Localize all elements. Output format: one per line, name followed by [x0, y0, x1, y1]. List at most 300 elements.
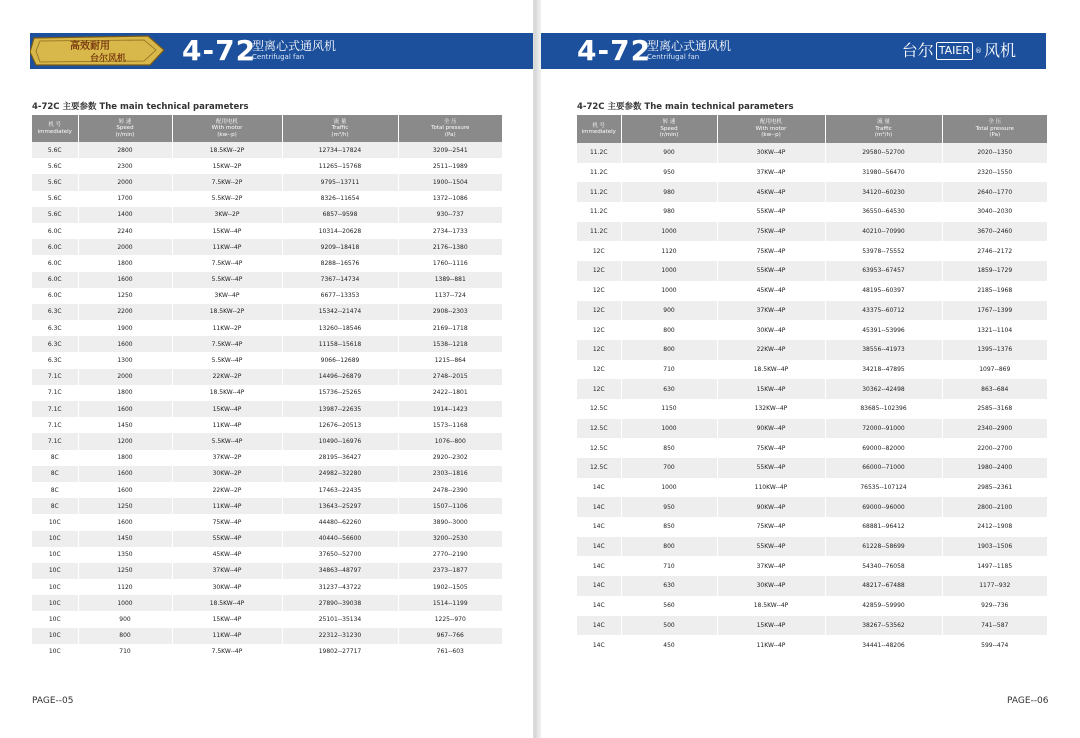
table-row [577, 537, 1047, 557]
table-cell: 1400 [78, 207, 172, 223]
table-cell: 2185--1968 [942, 281, 1047, 301]
table-cell: 11KW--4P [172, 498, 282, 514]
table-cell: 11158--15618 [282, 336, 398, 352]
table-body [32, 142, 502, 660]
section-title: 4-72C 主要参数 The main technical parameters [577, 102, 794, 112]
table-cell: 7.1C [32, 417, 78, 433]
table-cell: 7.5KW--4P [172, 644, 282, 660]
table-cell: 967--766 [398, 628, 502, 644]
table-cell: 37KW--4P [717, 556, 825, 576]
table-cell: 76535--107124 [825, 478, 942, 498]
table-cell: 8326--11654 [282, 191, 398, 207]
table-cell: 11KW--4P [172, 239, 282, 255]
table-cell: 1137--724 [398, 288, 502, 304]
table-cell: 10314--20628 [282, 223, 398, 239]
table-cell: 10C [32, 579, 78, 595]
page-number: PAGE--06 [1007, 696, 1049, 706]
table-cell: 950 [621, 497, 717, 517]
table-row [32, 417, 502, 433]
table-cell: 22312--31230 [282, 628, 398, 644]
table-cell: 17463--22435 [282, 482, 398, 498]
table-cell: 1600 [78, 272, 172, 288]
table-cell: 12C [577, 241, 621, 261]
table-row [577, 616, 1047, 636]
table-cell: 6.3C [32, 320, 78, 336]
table-cell: 800 [621, 320, 717, 340]
table-cell: 14C [577, 497, 621, 517]
table-cell: 3KW--4P [172, 288, 282, 304]
table-cell: 1700 [78, 191, 172, 207]
table-cell: 11.2C [577, 182, 621, 202]
table-cell: 1903--1506 [942, 537, 1047, 557]
table-cell: 2478--2390 [398, 482, 502, 498]
table-cell: 500 [621, 616, 717, 636]
table-cell: 2800--2100 [942, 497, 1047, 517]
table-cell: 48195--60397 [825, 281, 942, 301]
table-cell: 72000--91000 [825, 419, 942, 439]
table-row [32, 563, 502, 579]
table-cell: 14C [577, 576, 621, 596]
table-cell: 1514--1199 [398, 595, 502, 611]
table-cell: 1321--1104 [942, 320, 1047, 340]
table-cell: 13260--18546 [282, 320, 398, 336]
table-cell: 1000 [621, 261, 717, 281]
table-cell: 29580--52700 [825, 143, 942, 163]
table-row [577, 419, 1047, 439]
table-cell: 5.6C [32, 191, 78, 207]
table-row [32, 579, 502, 595]
table-cell: 7.1C [32, 433, 78, 449]
table-cell: 8C [32, 498, 78, 514]
table-cell: 2412--1908 [942, 517, 1047, 537]
table-row [577, 596, 1047, 616]
table-cell: 1177--932 [942, 576, 1047, 596]
table-cell: 25101--35134 [282, 611, 398, 627]
table-cell: 22KW--2P [172, 369, 282, 385]
table-cell: 1395--1376 [942, 340, 1047, 360]
table-cell: 8C [32, 466, 78, 482]
table-cell: 863--684 [942, 379, 1047, 399]
table-cell: 12.5C [577, 399, 621, 419]
table-cell: 11KW--2P [172, 320, 282, 336]
table-cell: 55KW--4P [717, 261, 825, 281]
table-cell: 10C [32, 531, 78, 547]
table-cell: 2770--2190 [398, 547, 502, 563]
table-row [32, 174, 502, 190]
table-cell: 1000 [621, 419, 717, 439]
table-cell: 1859--1729 [942, 261, 1047, 281]
table-cell: 11265--15768 [282, 158, 398, 174]
table-row [32, 223, 502, 239]
table-row [577, 438, 1047, 458]
table-cell: 31980--56470 [825, 163, 942, 183]
table-row [577, 182, 1047, 202]
table-row [32, 207, 502, 223]
table-row [32, 466, 502, 482]
table-cell: 14C [577, 478, 621, 498]
column-header: 全 压 Total pressure (Pa) [942, 115, 1047, 143]
table-row [577, 261, 1047, 281]
table-cell: 75KW--4P [717, 517, 825, 537]
table-row [32, 191, 502, 207]
table-cell: 14C [577, 635, 621, 655]
table-cell: 45KW--4P [717, 182, 825, 202]
table-row [577, 143, 1047, 163]
table-cell: 1900 [78, 320, 172, 336]
table-cell: 68881--96412 [825, 517, 942, 537]
table-cell: 2422--1801 [398, 385, 502, 401]
table-row [32, 385, 502, 401]
table-cell: 1900--1504 [398, 174, 502, 190]
table-cell: 9795--13711 [282, 174, 398, 190]
table-cell: 3200--2530 [398, 531, 502, 547]
table-cell: 7.5KW--4P [172, 255, 282, 271]
table-cell: 55KW--4P [717, 537, 825, 557]
title-english: Centrifugal fan [252, 53, 305, 61]
table-cell: 10C [32, 611, 78, 627]
table-cell: 40210--70990 [825, 222, 942, 242]
table-cell: 14C [577, 537, 621, 557]
table-cell: 18.5KW--4P [717, 596, 825, 616]
table-cell: 2640--1770 [942, 182, 1047, 202]
table-row [577, 163, 1047, 183]
table-cell: 2000 [78, 174, 172, 190]
table-cell: 3670--2460 [942, 222, 1047, 242]
table-cell: 42859--59990 [825, 596, 942, 616]
table-cell: 2511--1989 [398, 158, 502, 174]
page-number: PAGE--05 [32, 696, 74, 706]
table-cell: 5.6C [32, 142, 78, 158]
table-row [32, 272, 502, 288]
table-row [32, 336, 502, 352]
table-cell: 1600 [78, 336, 172, 352]
table-cell: 9209--18418 [282, 239, 398, 255]
table-cell: 900 [621, 143, 717, 163]
table-cell: 12C [577, 281, 621, 301]
table-row [577, 458, 1047, 478]
table-cell: 13987--22635 [282, 401, 398, 417]
svg-text:台尔风机: 台尔风机 [89, 54, 127, 64]
table-row [32, 304, 502, 320]
table-cell: 10C [32, 628, 78, 644]
table-cell: 6.0C [32, 255, 78, 271]
table-cell: 700 [621, 458, 717, 478]
table-cell: 55KW--4P [172, 531, 282, 547]
table-cell: 5.5KW--4P [172, 272, 282, 288]
table-cell: 1000 [621, 281, 717, 301]
table-cell: 55KW--4P [717, 458, 825, 478]
table-cell: 11.2C [577, 222, 621, 242]
table-cell: 6.0C [32, 288, 78, 304]
table-cell: 45KW--4P [172, 547, 282, 563]
table-cell: 2300 [78, 158, 172, 174]
table-cell: 1120 [621, 241, 717, 261]
table-row [577, 281, 1047, 301]
table-cell: 710 [78, 644, 172, 660]
table-cell: 5.6C [32, 207, 78, 223]
table-row [32, 595, 502, 611]
table-cell: 61228--58699 [825, 537, 942, 557]
table-cell: 741--587 [942, 616, 1047, 636]
table-cell: 12.5C [577, 438, 621, 458]
table-cell: 1000 [621, 222, 717, 242]
table-cell: 5.5KW--2P [172, 191, 282, 207]
table-cell: 900 [621, 301, 717, 321]
table-cell: 850 [621, 438, 717, 458]
table-cell: 69000--96000 [825, 497, 942, 517]
table-cell: 2000 [78, 369, 172, 385]
table-cell: 599--474 [942, 635, 1047, 655]
table-cell: 2176--1380 [398, 239, 502, 255]
table-row [577, 379, 1047, 399]
table-row [577, 320, 1047, 340]
table-row [32, 450, 502, 466]
table-cell: 54340--76058 [825, 556, 942, 576]
table-row [577, 301, 1047, 321]
table-cell: 1000 [621, 478, 717, 498]
table-row [577, 497, 1047, 517]
table-cell: 18.5KW--4P [172, 385, 282, 401]
table-cell: 75KW--4P [717, 438, 825, 458]
table-cell: 11.2C [577, 163, 621, 183]
table-cell: 15KW--4P [172, 223, 282, 239]
table-cell: 2200 [78, 304, 172, 320]
table-cell: 15KW--4P [717, 616, 825, 636]
section-title: 4-72C 主要参数 The main technical parameters [32, 102, 249, 112]
table-cell: 5.5KW--4P [172, 433, 282, 449]
table-row [577, 576, 1047, 596]
table-cell: 37KW--4P [717, 163, 825, 183]
table-cell: 75KW--4P [717, 222, 825, 242]
table-cell: 1097--869 [942, 360, 1047, 380]
table-cell: 27890--39038 [282, 595, 398, 611]
table-cell: 980 [621, 202, 717, 222]
table-cell: 1800 [78, 450, 172, 466]
table-row [32, 239, 502, 255]
table-cell: 1076--800 [398, 433, 502, 449]
table-cell: 930--737 [398, 207, 502, 223]
table-cell: 929--736 [942, 596, 1047, 616]
table-cell: 31237--43722 [282, 579, 398, 595]
table-cell: 36550--64530 [825, 202, 942, 222]
table-cell: 1225--970 [398, 611, 502, 627]
model-number: 4-72 [182, 34, 257, 67]
table-cell: 3890--3000 [398, 514, 502, 530]
table-cell: 45KW--4P [717, 281, 825, 301]
table-cell: 90KW--4P [717, 419, 825, 439]
svg-text:高效耐用: 高效耐用 [70, 41, 110, 52]
column-header: 转 速 Speed (r/min) [621, 115, 717, 143]
title-chinese: 型离心式通风机 [647, 39, 732, 53]
table-cell: 1450 [78, 417, 172, 433]
table-cell: 11KW--4P [717, 635, 825, 655]
table-cell: 1600 [78, 514, 172, 530]
table-cell: 12C [577, 340, 621, 360]
table-cell: 900 [78, 611, 172, 627]
table-cell: 2200--2700 [942, 438, 1047, 458]
table-row [32, 514, 502, 530]
table-cell: 1573--1168 [398, 417, 502, 433]
table-cell: 13643--25297 [282, 498, 398, 514]
table-cell: 12C [577, 320, 621, 340]
table-cell: 34863--48797 [282, 563, 398, 579]
brand-logo: 台尔 TAIER ® 风机 [901, 41, 1016, 60]
table-cell: 7.1C [32, 369, 78, 385]
table-cell: 1600 [78, 466, 172, 482]
column-header: 流 量 Traffic (m³/h) [282, 115, 398, 142]
table-cell: 15736--25265 [282, 385, 398, 401]
table-cell: 1372--1086 [398, 191, 502, 207]
table-cell: 37KW--4P [172, 563, 282, 579]
table-cell: 1000 [78, 595, 172, 611]
table-cell: 1250 [78, 288, 172, 304]
table-cell: 7.1C [32, 385, 78, 401]
title-english: Centrifugal fan [647, 53, 700, 61]
table-cell: 15KW--2P [172, 158, 282, 174]
table-row [32, 369, 502, 385]
table-cell: 1250 [78, 563, 172, 579]
table-cell: 710 [621, 556, 717, 576]
table-cell: 11KW--4P [172, 417, 282, 433]
table-cell: 10C [32, 547, 78, 563]
table-cell: 1760--1116 [398, 255, 502, 271]
table-cell: 30KW--2P [172, 466, 282, 482]
table-row [32, 547, 502, 563]
table-cell: 30KW--4P [717, 576, 825, 596]
table-cell: 38267--53562 [825, 616, 942, 636]
table-cell: 6.0C [32, 239, 78, 255]
table-row [32, 433, 502, 449]
table-cell: 800 [621, 537, 717, 557]
table-row [32, 628, 502, 644]
table-cell: 15342--21474 [282, 304, 398, 320]
left-page [0, 0, 533, 738]
table-cell: 1914--1423 [398, 401, 502, 417]
table-cell: 18.5KW--4P [172, 595, 282, 611]
table-row [577, 399, 1047, 419]
table-cell: 28195--36427 [282, 450, 398, 466]
table-cell: 1497--1185 [942, 556, 1047, 576]
table-cell: 15KW--4P [172, 401, 282, 417]
model-number: 4-72 [577, 34, 652, 67]
table-cell: 19802--27717 [282, 644, 398, 660]
title-chinese: 型离心式通风机 [252, 39, 337, 53]
table-cell: 1250 [78, 498, 172, 514]
table-cell: 12734--17824 [282, 142, 398, 158]
table-cell: 44480--62260 [282, 514, 398, 530]
table-row [32, 320, 502, 336]
table-cell: 22KW--2P [172, 482, 282, 498]
table-cell: 8288--16576 [282, 255, 398, 271]
table-cell: 1389--881 [398, 272, 502, 288]
table-cell: 83685--102396 [825, 399, 942, 419]
table-cell: 630 [621, 576, 717, 596]
table-cell: 10C [32, 644, 78, 660]
table-cell: 45391--53996 [825, 320, 942, 340]
table-cell: 560 [621, 596, 717, 616]
table-cell: 850 [621, 517, 717, 537]
table-cell: 1350 [78, 547, 172, 563]
table-row [577, 635, 1047, 655]
table-row [32, 255, 502, 271]
table-cell: 34441--48206 [825, 635, 942, 655]
table-cell: 761--603 [398, 644, 502, 660]
table-row [577, 222, 1047, 242]
table-cell: 18.5KW--4P [717, 360, 825, 380]
table-cell: 37KW--2P [172, 450, 282, 466]
table-cell: 90KW--4P [717, 497, 825, 517]
table-cell: 2340--2900 [942, 419, 1047, 439]
quality-badge-logo [30, 34, 168, 67]
table-cell: 75KW--4P [717, 241, 825, 261]
table-row [577, 360, 1047, 380]
table-cell: 7.1C [32, 401, 78, 417]
table-row [577, 478, 1047, 498]
table-cell: 9066--12689 [282, 352, 398, 368]
table-cell: 2373--1877 [398, 563, 502, 579]
table-cell: 6.3C [32, 336, 78, 352]
table-cell: 30KW--4P [717, 320, 825, 340]
column-header: 机 号 immediately [577, 115, 621, 143]
table-cell: 15KW--4P [717, 379, 825, 399]
table-row [32, 142, 502, 158]
column-header: 转 速 Speed (r/min) [78, 115, 172, 142]
table-cell: 12.5C [577, 458, 621, 478]
table-cell: 7.5KW--4P [172, 336, 282, 352]
table-cell: 14C [577, 517, 621, 537]
table-cell: 10C [32, 595, 78, 611]
table-cell: 2303--1816 [398, 466, 502, 482]
table-cell: 3209--2541 [398, 142, 502, 158]
table-cell: 1150 [621, 399, 717, 419]
table-cell: 1600 [78, 401, 172, 417]
table-cell: 12C [577, 360, 621, 380]
column-header: 流 量 Traffic (m³/h) [825, 115, 942, 143]
table-cell: 5.6C [32, 158, 78, 174]
table-cell: 34120--60230 [825, 182, 942, 202]
table-cell: 1215--864 [398, 352, 502, 368]
table-cell: 12676--20513 [282, 417, 398, 433]
table-cell: 37KW--4P [717, 301, 825, 321]
table-cell: 12C [577, 261, 621, 281]
table-cell: 40440--56600 [282, 531, 398, 547]
table-cell: 1507--1106 [398, 498, 502, 514]
table-cell: 14C [577, 556, 621, 576]
table-cell: 22KW--4P [717, 340, 825, 360]
table-row [32, 531, 502, 547]
table-cell: 37650--52700 [282, 547, 398, 563]
table-cell: 6.0C [32, 223, 78, 239]
column-header: 全 压 Total pressure (Pa) [398, 115, 502, 142]
table-header [32, 115, 502, 142]
table-cell: 53978--75552 [825, 241, 942, 261]
parameters-table-left [32, 115, 502, 660]
table-cell: 2920--2302 [398, 450, 502, 466]
table-cell: 1980--2400 [942, 458, 1047, 478]
table-cell: 2748--2015 [398, 369, 502, 385]
table-cell: 30362--42498 [825, 379, 942, 399]
table-cell: 75KW--4P [172, 514, 282, 530]
table-cell: 110KW--4P [717, 478, 825, 498]
table-cell: 1200 [78, 433, 172, 449]
table-cell: 630 [621, 379, 717, 399]
table-cell: 14C [577, 616, 621, 636]
table-row [32, 288, 502, 304]
table-cell: 800 [78, 628, 172, 644]
table-cell: 3KW--2P [172, 207, 282, 223]
table-cell: 6857--9598 [282, 207, 398, 223]
table-cell: 6.3C [32, 352, 78, 368]
